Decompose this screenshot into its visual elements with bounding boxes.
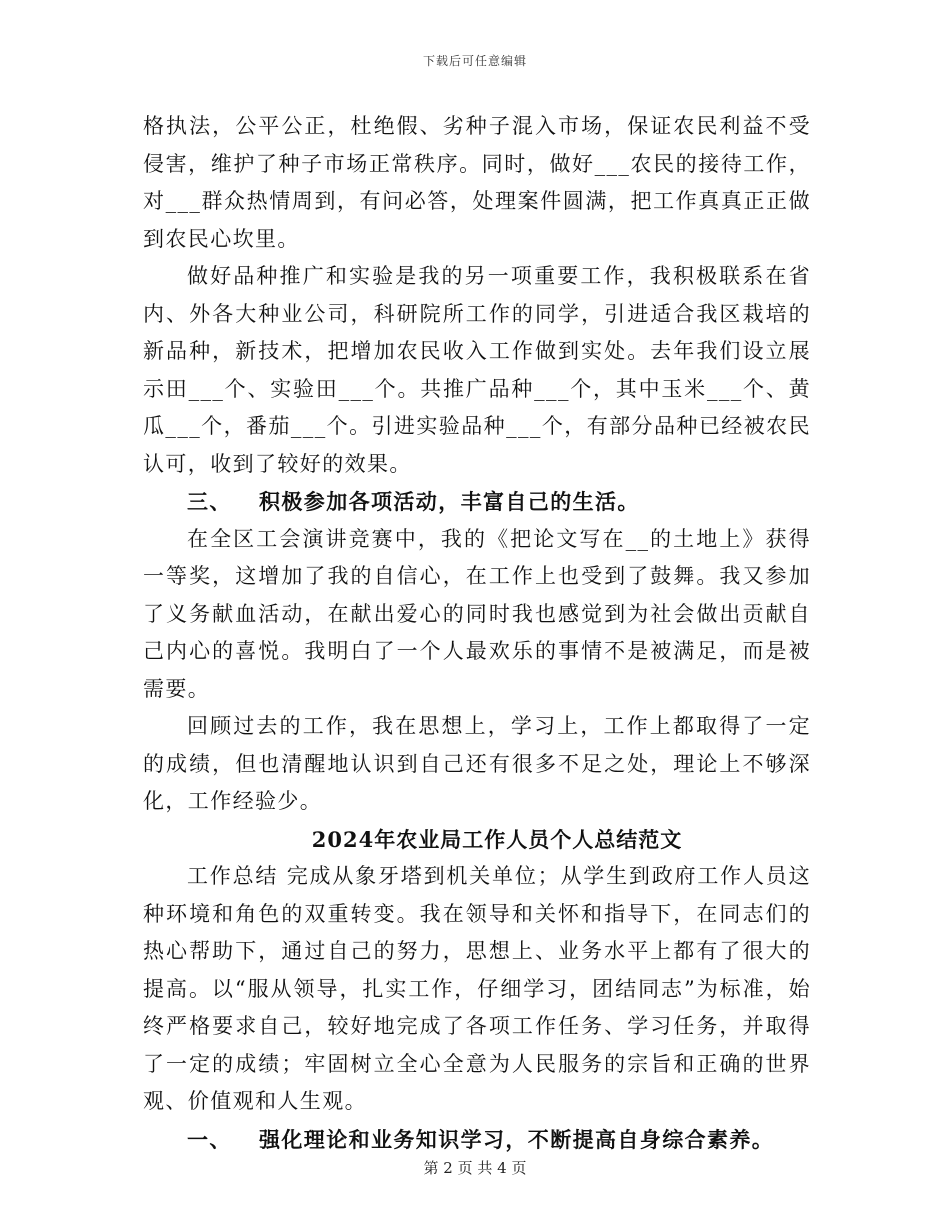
paragraph-1: 格执法，公平公正，杜绝假、劣种子混入市场，保证农民利益不受侵害，维护了种子市场正常秩序。同时，做好___农民的接待工作，对___群众热情周到，有问必答，处理案件圆满，把工作真真正正做到农民心坎里。 bbox=[143, 114, 811, 251]
section-heading-3 bbox=[143, 483, 811, 521]
section-heading-1 bbox=[143, 1121, 811, 1159]
section-number: 一、 bbox=[187, 1126, 232, 1152]
section-title: 积极参加各项活动，丰富自己的生活。 bbox=[259, 489, 640, 514]
section-title: 强化理论和业务知识学习，不断提高自身综合素养。 bbox=[259, 1126, 775, 1152]
section-number: 三、 bbox=[187, 489, 232, 514]
document-title: 2024年农业局工作人员个人总结范文 bbox=[311, 826, 683, 852]
paragraph-2: 做好品种推广和实验是我的另一项重要工作，我积极联系在省内、外各大种业公司，科研院所工作的同学，引进适合我区栽培的新品种，新技术，把增加农民收入工作做到实处。去年我们设立展示田___个、实验田___个。共推广品种___个，其中玉米___个、黄瓜___个，番茄___个。引进实验品种___个，有部分品种已经被农民认可，收到了较好的效果。 bbox=[143, 264, 811, 476]
page-footer: 第 2 页 共 4 页 bbox=[423, 1159, 527, 1177]
document-body bbox=[143, 108, 811, 1158]
page-header: 下载后可任意编辑 bbox=[422, 54, 527, 68]
paragraph-4: 回顾过去的工作，我在思想上，学习上，工作上都取得了一定的成绩，但也清醒地认识到自己还有很多不足之处，理论上不够深化，工作经验少。 bbox=[143, 714, 811, 813]
paragraph-3: 在全区工会演讲竞赛中，我的《把论文写在__的土地上》获得一等奖，这增加了我的自信心，在工作上也受到了鼓舞。我又参加了义务献血活动，在献出爱心的同时我也感觉到为社会做出贡献自己内心的喜悦。我明白了一个人最欢乐的事情不是被满足，而是被需要。 bbox=[143, 526, 811, 701]
paragraph-5: 工作总结 完成从象牙塔到机关单位；从学生到政府工作人员这种环境和角色的双重转变。我在领导和关怀和指导下，在同志们的热心帮助下，通过自己的努力，思想上、业务水平上都有了很大的提高。以“服从领导，扎实工作，仔细学习，团结同志”为标准，始终严格要求自己，较好地完成了各项工作任务、学习任务，并取得了一定的成绩；牢固树立全心全意为人民服务的宗旨和正确的世界观、价值观和人生观。 bbox=[143, 864, 811, 1113]
